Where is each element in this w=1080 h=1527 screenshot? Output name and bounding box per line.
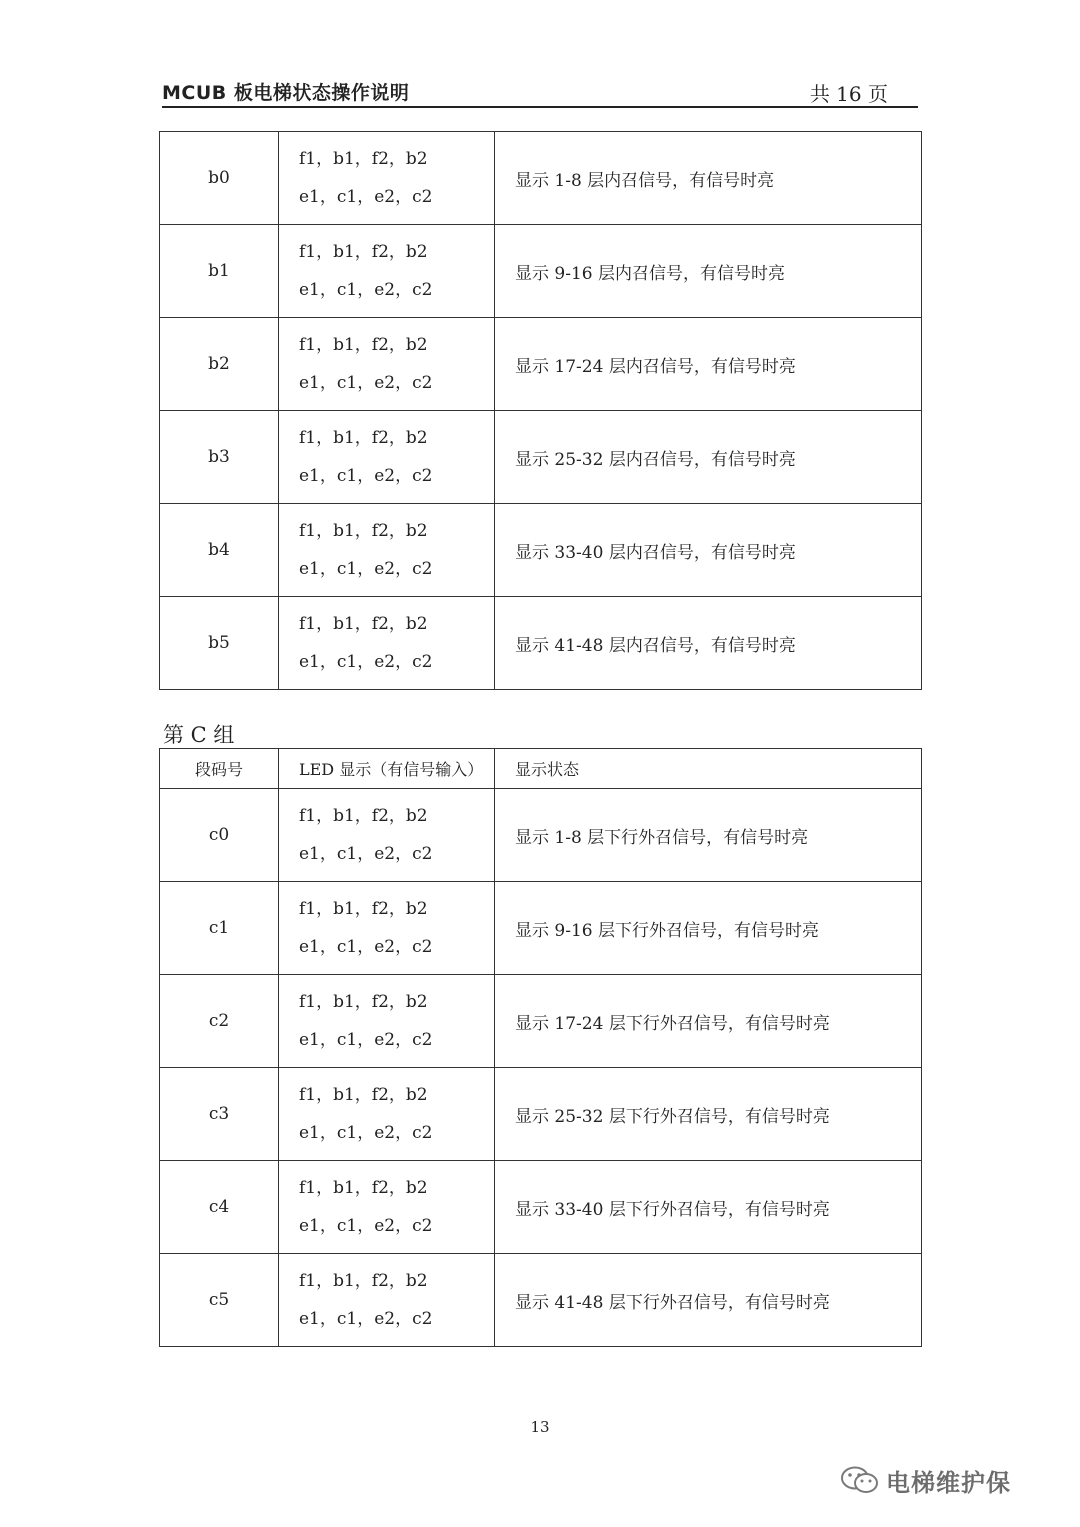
led-line-1: f1，b1，f2，b2 <box>299 806 428 826</box>
display-state-cell: 显示 9-16 层内召信号，有信号时亮 <box>495 225 922 318</box>
group-c-table <box>159 748 922 1347</box>
display-state-cell: 显示 17-24 层内召信号，有信号时亮 <box>495 318 922 411</box>
led-line-1: f1，b1，f2，b2 <box>299 614 428 634</box>
group-c-label: 第 C 组 <box>163 723 235 747</box>
segment-code-cell: c0 <box>160 789 279 882</box>
table-row <box>160 1068 922 1161</box>
segment-code-cell: b4 <box>160 504 279 597</box>
display-state-cell: 显示 33-40 层下行外召信号，有信号时亮 <box>495 1161 922 1254</box>
segment-code-cell: b5 <box>160 597 279 690</box>
segment-code-cell: c5 <box>160 1254 279 1347</box>
display-state-cell: 显示 9-16 层下行外召信号，有信号时亮 <box>495 882 922 975</box>
led-display-cell <box>279 411 495 504</box>
segment-code-cell: b2 <box>160 318 279 411</box>
display-state-cell: 显示 41-48 层下行外召信号，有信号时亮 <box>495 1254 922 1347</box>
led-line-2: e1，c1，e2，c2 <box>299 1123 433 1143</box>
led-line-1: f1，b1，f2，b2 <box>299 1085 428 1105</box>
led-line-2: e1，c1，e2，c2 <box>299 187 433 207</box>
led-line-1: f1，b1，f2，b2 <box>299 335 428 355</box>
led-line-1: f1，b1，f2，b2 <box>299 1178 428 1198</box>
page-count: 共 16 页 <box>809 82 888 106</box>
led-line-1: f1，b1，f2，b2 <box>299 521 428 541</box>
led-line-2: e1，c1，e2，c2 <box>299 466 433 486</box>
table-row <box>160 975 922 1068</box>
led-line-1: f1，b1，f2，b2 <box>299 149 428 169</box>
led-line-2: e1，c1，e2，c2 <box>299 1216 433 1236</box>
watermark-text: 电梯维护保 <box>886 1468 1011 1497</box>
display-state-cell: 显示 25-32 层下行外召信号，有信号时亮 <box>495 1068 922 1161</box>
display-state-cell: 显示 1-8 层下行外召信号，有信号时亮 <box>495 789 922 882</box>
display-state-cell: 显示 25-32 层内召信号，有信号时亮 <box>495 411 922 504</box>
led-line-2: e1，c1，e2，c2 <box>299 937 433 957</box>
led-line-2: e1，c1，e2，c2 <box>299 1030 433 1050</box>
led-line-1: f1，b1，f2，b2 <box>299 992 428 1012</box>
segment-code-cell: b0 <box>160 132 279 225</box>
led-display-cell <box>279 882 495 975</box>
led-display-cell <box>279 1161 495 1254</box>
header-state: 显示状态 <box>495 749 922 789</box>
segment-code-cell: b3 <box>160 411 279 504</box>
page-header <box>162 76 918 108</box>
segment-code-cell: c2 <box>160 975 279 1068</box>
led-display-cell <box>279 975 495 1068</box>
led-line-1: f1，b1，f2，b2 <box>299 428 428 448</box>
led-line-2: e1，c1，e2，c2 <box>299 652 433 672</box>
table-row <box>160 789 922 882</box>
table-header-row <box>160 749 922 789</box>
led-line-1: f1，b1，f2，b2 <box>299 1271 428 1291</box>
table-row <box>160 1161 922 1254</box>
segment-code-cell: c1 <box>160 882 279 975</box>
led-line-1: f1，b1，f2，b2 <box>299 242 428 262</box>
led-line-2: e1，c1，e2，c2 <box>299 373 433 393</box>
table-row <box>160 318 922 411</box>
led-display-cell <box>279 318 495 411</box>
table-row <box>160 504 922 597</box>
display-state-cell: 显示 33-40 层内召信号，有信号时亮 <box>495 504 922 597</box>
led-display-cell <box>279 597 495 690</box>
wechat-icon <box>840 1465 880 1495</box>
group-b-table <box>159 131 922 690</box>
led-line-1: f1，b1，f2，b2 <box>299 899 428 919</box>
document-title: MCUB 板电梯状态操作说明 <box>162 82 410 104</box>
led-line-2: e1，c1，e2，c2 <box>299 280 433 300</box>
led-line-2: e1，c1，e2，c2 <box>299 559 433 579</box>
led-display-cell <box>279 789 495 882</box>
table-row <box>160 132 922 225</box>
led-line-2: e1，c1，e2，c2 <box>299 1309 433 1329</box>
display-state-cell: 显示 41-48 层内召信号，有信号时亮 <box>495 597 922 690</box>
led-display-cell <box>279 504 495 597</box>
led-display-cell <box>279 225 495 318</box>
table-row <box>160 597 922 690</box>
header-led: LED 显示（有信号输入） <box>279 749 495 789</box>
table-row <box>160 882 922 975</box>
segment-code-cell: c4 <box>160 1161 279 1254</box>
display-state-cell: 显示 17-24 层下行外召信号，有信号时亮 <box>495 975 922 1068</box>
watermark <box>840 1460 1011 1500</box>
segment-code-cell: c3 <box>160 1068 279 1161</box>
segment-code-cell: b1 <box>160 225 279 318</box>
led-display-cell <box>279 1068 495 1161</box>
table-row <box>160 1254 922 1347</box>
led-line-2: e1，c1，e2，c2 <box>299 844 433 864</box>
led-display-cell <box>279 132 495 225</box>
table-row <box>160 411 922 504</box>
page-number: 13 <box>530 1418 550 1436</box>
table-row <box>160 225 922 318</box>
display-state-cell: 显示 1-8 层内召信号，有信号时亮 <box>495 132 922 225</box>
led-display-cell <box>279 1254 495 1347</box>
header-code: 段码号 <box>160 749 279 789</box>
